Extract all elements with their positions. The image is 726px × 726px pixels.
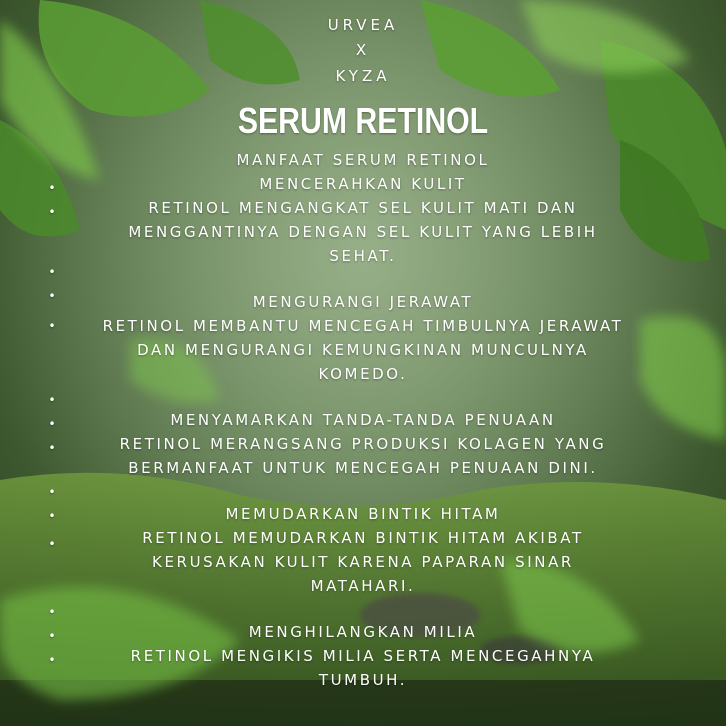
bullet-marker: • (48, 441, 56, 455)
section-body-line: MATAHARI. (310, 577, 416, 595)
section-heading: MEMUDARKAN BINTIK HITAM (225, 505, 501, 523)
bullet-marker: • (48, 319, 56, 333)
brand-line-3: KYZA (335, 67, 391, 85)
section-body-line: RETINOL MEMUDARKAN BINTIK HITAM AKIBAT (142, 529, 584, 547)
brand-line-2: X (355, 41, 371, 59)
subtitle: MANFAAT SERUM RETINOL (236, 151, 490, 169)
section-body-line: RETINOL MENGANGKAT SEL KULIT MATI DAN (148, 199, 578, 217)
section-body-line: RETINOL MENGIKIS MILIA SERTA MENCEGAHNYA (130, 647, 596, 665)
section-body-line: TUMBUH. (318, 671, 408, 689)
bullet-marker: • (48, 265, 56, 279)
section-heading: MENYAMARKAN TANDA-TANDA PENUAAN (170, 411, 556, 429)
section-heading: MENGHILANGKAN MILIA (248, 623, 478, 641)
section-body-line: BERMANFAAT UNTUK MENCEGAH PENUAAN DINI. (128, 459, 598, 477)
page-title: SERUM RETINOL (237, 100, 489, 141)
section-body-line: MENGGANTINYA DENGAN SEL KULIT YANG LEBIH (128, 223, 598, 241)
section-body-line: RETINOL MEMBANTU MENCEGAH TIMBULNYA JERAWAT (102, 317, 624, 335)
bullet-marker: • (48, 629, 56, 643)
section-heading: MENCERAHKAN KULIT (259, 175, 467, 193)
bullet-marker: • (48, 653, 56, 667)
bullet-marker: • (48, 289, 56, 303)
section-body-line: DAN MENGURANGI KEMUNGKINAN MUNCULNYA (137, 341, 589, 359)
brand-line-1: URVEA (327, 16, 399, 34)
section-body-line: SEHAT. (329, 247, 397, 265)
section-body-line: KOMEDO. (318, 365, 408, 383)
bullet-marker: • (48, 605, 56, 619)
bullet-marker: • (48, 485, 56, 499)
bullet-marker: • (48, 417, 56, 431)
bullet-marker: • (48, 393, 56, 407)
bullet-marker: • (48, 205, 56, 219)
bullet-marker: • (48, 537, 56, 551)
section-body-line: KERUSAKAN KULIT KARENA PAPARAN SINAR (152, 553, 574, 571)
section-body-line: RETINOL MERANGSANG PRODUKSI KOLAGEN YANG (119, 435, 607, 453)
bullet-marker: • (48, 181, 56, 195)
section-heading: MENGURANGI JERAWAT (252, 293, 474, 311)
bullet-marker: • (48, 509, 56, 523)
